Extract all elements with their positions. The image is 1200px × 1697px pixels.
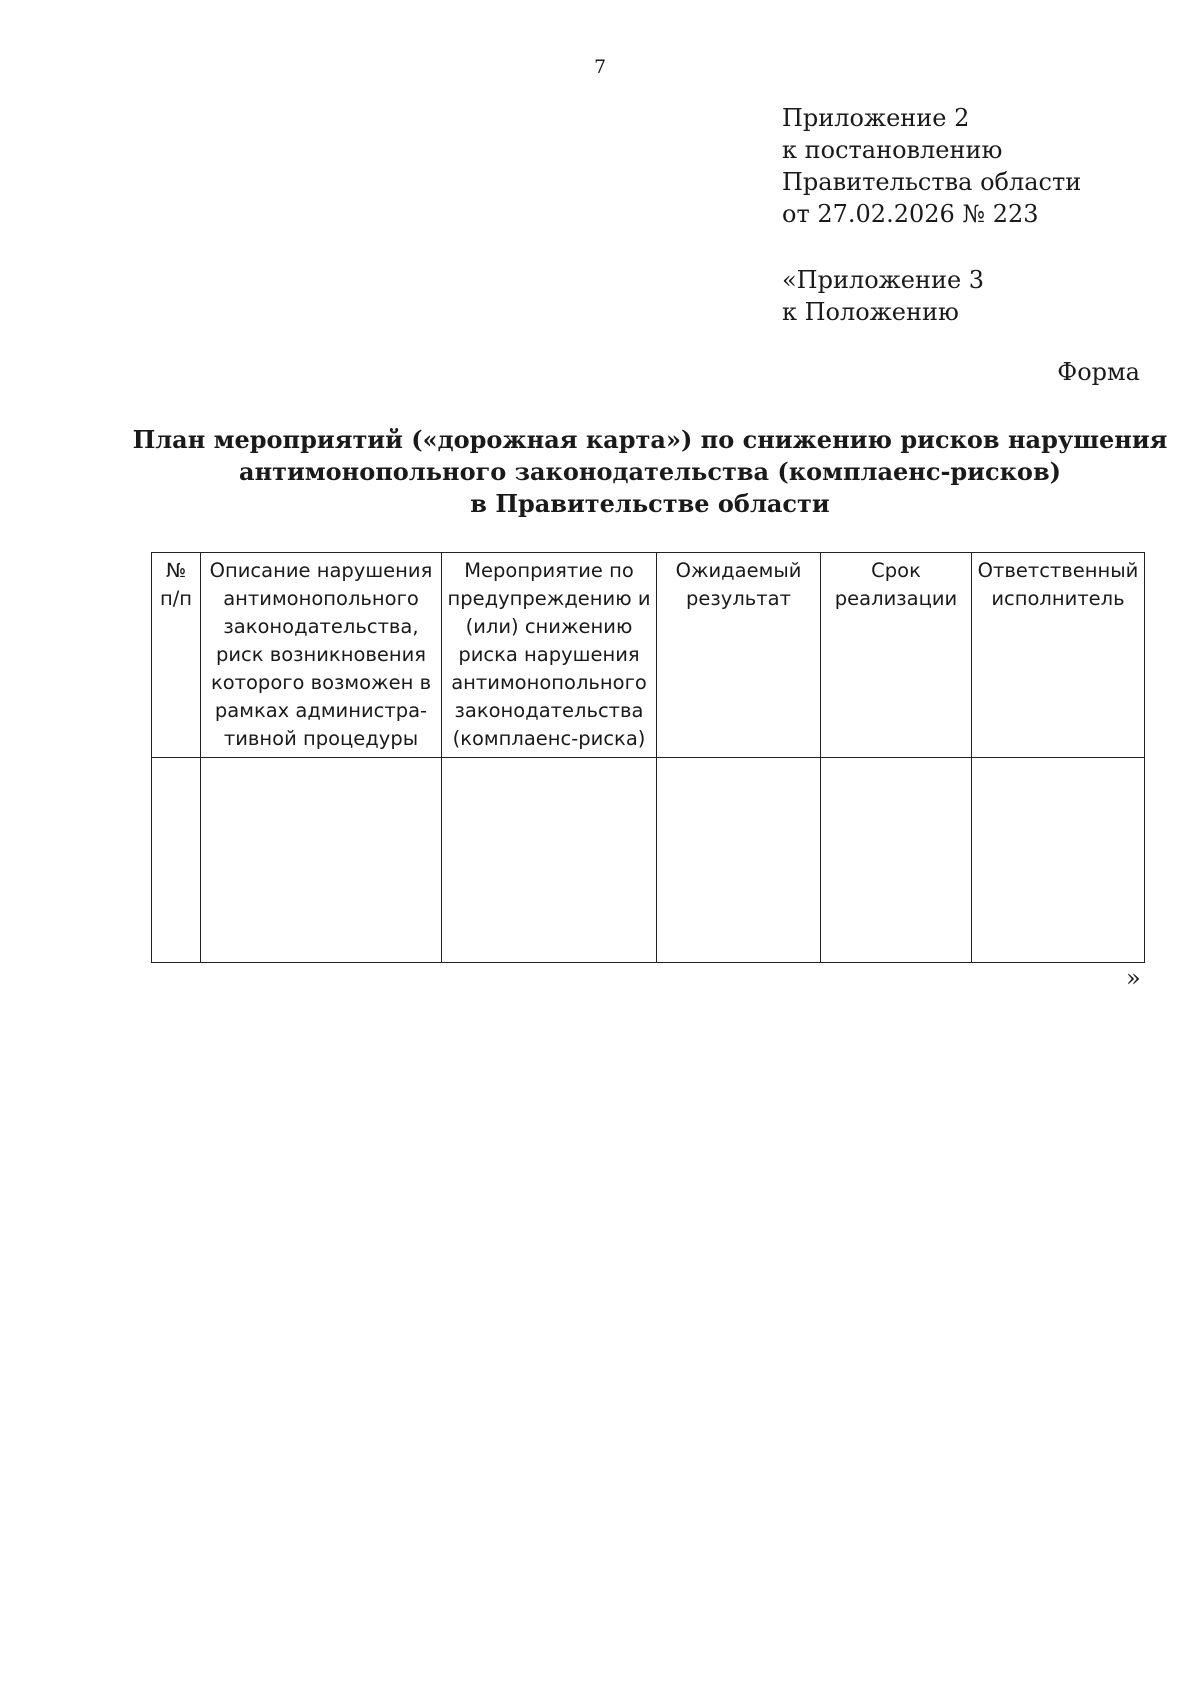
appendix-header xyxy=(782,102,1081,230)
plan-table xyxy=(151,552,1145,963)
table-header-row xyxy=(152,553,1145,758)
appendix-line: Правительства области xyxy=(782,168,1082,196)
table-cell xyxy=(442,758,657,963)
table-cell xyxy=(972,758,1145,963)
title-line: в Правительстве области xyxy=(470,489,830,518)
column-header-number: № п/п xyxy=(152,553,201,758)
page-number: 7 xyxy=(593,56,607,78)
table-cell xyxy=(201,758,442,963)
table-row xyxy=(152,758,1145,963)
appendix-ref-line: «Приложение 3 xyxy=(782,266,985,294)
document-title xyxy=(120,424,1180,520)
appendix-line: к постановлению xyxy=(782,136,1003,164)
column-header-deadline: Срок реализации xyxy=(821,553,972,758)
title-line: антимонопольного законодательства (комплаенс-рисков) xyxy=(239,457,1061,486)
appendix-line: от 27.02.2026 № 223 xyxy=(782,200,1039,228)
appendix-ref-line: к Положению xyxy=(782,298,959,326)
title-line: План мероприятий («дорожная карта») по снижению рисков нарушения xyxy=(132,425,1168,454)
table-cell xyxy=(152,758,201,963)
column-header-expected-result: Ожидаемый результат xyxy=(657,553,821,758)
column-header-measure: Мероприятие по предупреждению и (или) снижению риска нарушения антимонопольного законодательства (комплаенс-риска) xyxy=(442,553,657,758)
closing-quote: » xyxy=(1126,964,1141,992)
appendix-line: Приложение 2 xyxy=(782,104,970,132)
table-cell xyxy=(657,758,821,963)
form-label: Форма xyxy=(1057,358,1140,386)
column-header-violation-description: Описание нарушения антимонопольного законодательства, риск возникновения которого возможен в рамках администра- тивной процедуры xyxy=(201,553,442,758)
column-header-responsible: Ответственный исполнитель xyxy=(972,553,1145,758)
table-cell xyxy=(821,758,972,963)
appendix-reference xyxy=(782,264,984,328)
